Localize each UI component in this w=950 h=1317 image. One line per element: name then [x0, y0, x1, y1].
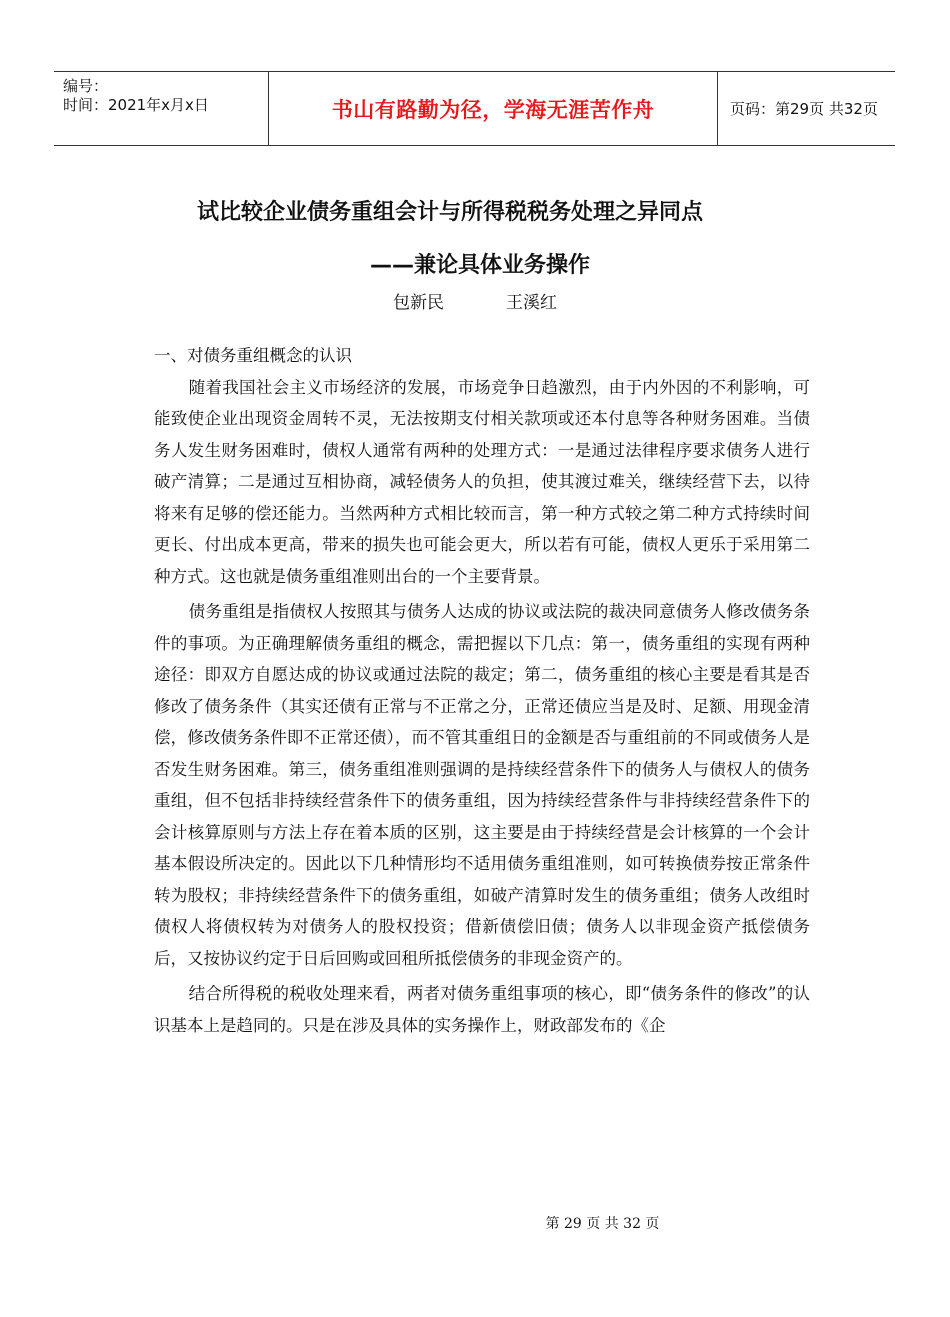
article-subtitle: ——兼论具体业务操作: [369, 253, 590, 278]
page-code-label: 页码：第29页 共32页: [730, 100, 878, 118]
date-label: 时间：2021年x月x日: [63, 96, 209, 114]
header-meta-cell: [54, 72, 268, 145]
header-motto-cell: [268, 72, 718, 145]
motto-text: 书山有路勤为径，学海无涯苦作舟: [331, 97, 655, 122]
paragraph: 债务重组是指债权人按照其与债务人达成的协议或法院的裁决同意债务人修改债务条件的事项。为正确理解债务重组的概念，需把握以下几点：第一，债务重组的实现有两种途径：即双方自愿达成的协议或通过法院的裁定；第二，债务重组的核心主要是看其是否修改了债务条件（其实还债有正常与不正常之分，正常还债应当是及时、足额、用现金清偿，修改债务条件即不正常还债），而不管其重组日的金额是否与重组前的不同或债务人是否发生财务困难。第三，债务重组准则强调的是持续经营条件下的债务人与债权人的债务重组，但不包括非持续经营条件下的债务重组，因为持续经营条件与非持续经营条件下的会计核算原则与方法上存在着本质的区别，这主要是由于持续经营是会计核算的一个会计基本假设所决定的。因此以下几种情形均不适用债务重组准则，如可转换债券按正常条件转为股权；非持续经营条件下的债务重组，如破产清算时发生的债务重组；债务人改组时债权人将债权转为对债务人的股权投资；借新债偿旧债；债务人以非现金资产抵偿债务后，又按协议约定于日后回购或回租所抵偿债务的非现金资产的。: [154, 602, 810, 968]
paragraph: 随着我国社会主义市场经济的发展，市场竞争日趋激烈，由于内外因的不利影响，可能致使企业出现资金周转不灵，无法按期支付相关款项或还本付息等各种财务困难。当债务人发生财务困难时，债权人通常有两种的处理方式：一是通过法律程序要求债务人进行破产清算；二是通过互相协商，减轻债务人的负担，使其渡过难关，继续经营下去，以待将来有足够的偿还能力。当然两种方式相比较而言，第一种方式较之第二种方式持续时间更长、付出成本更高，带来的损失也可能会更大，所以若有可能，债权人更乐于采用第二种方式。这也就是债务重组准则出台的一个主要背景。: [154, 377, 810, 586]
article-authors: [0, 288, 950, 313]
paragraph: 结合所得税的税收处理来看，两者对债务重组事项的核心，即“债务条件的修改”的认识基本上是趋同的。只是在涉及具体的实务操作上，财政部发布的《企: [154, 984, 810, 1035]
article-title: 试比较企业债务重组会计与所得税税务处理之异同点: [196, 200, 703, 225]
page-footer: 第 29 页 共 32 页: [545, 1216, 660, 1232]
author-name: 王溪红: [506, 293, 557, 313]
header-page-cell: [718, 72, 895, 145]
article-body: [154, 340, 810, 1041]
section-heading: 一、对债务重组概念的认识: [154, 346, 352, 365]
serial-number-label: 编号：: [63, 77, 109, 95]
author-name: 包新民: [393, 293, 444, 313]
document-header: [54, 71, 895, 146]
